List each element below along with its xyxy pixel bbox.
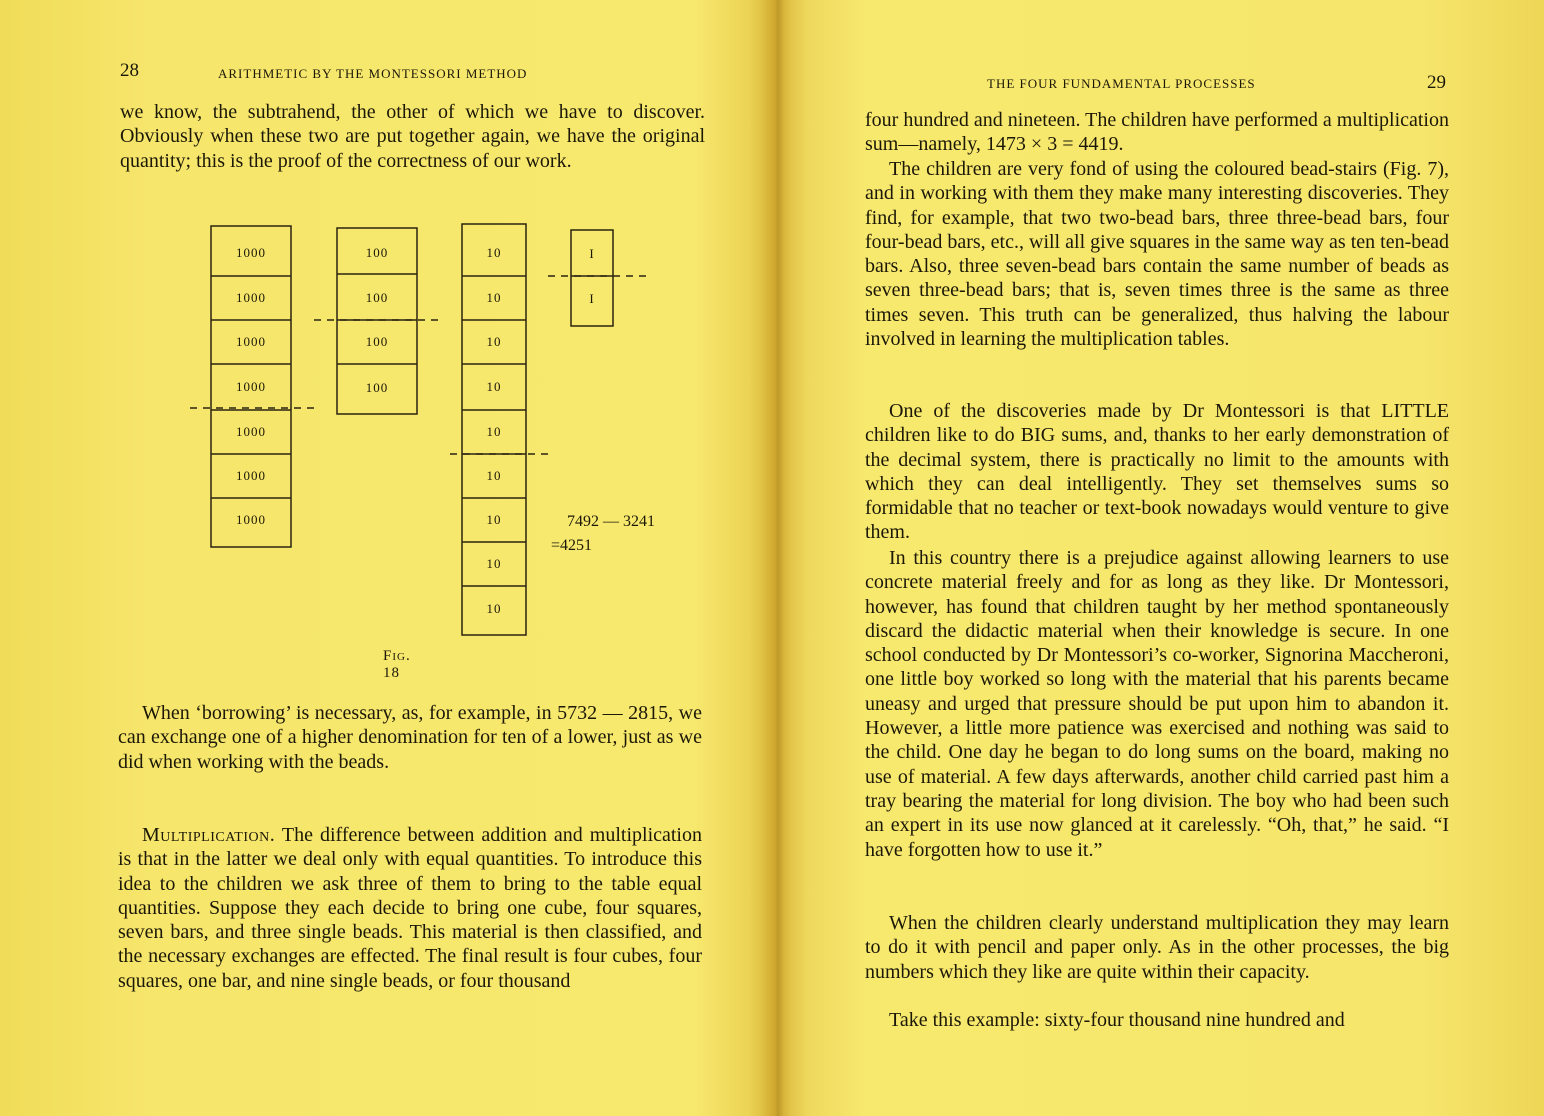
ten-bar-3: 10 [486, 334, 502, 349]
right-paragraph-4: In this country there is a prejudice against allowing learners to use concrete material freely and for as long as they like. Dr Montessori, however, has found that children taught by her method spontaneously discard the didactic material when their knowledge is secure. In one school conducted by Dr Montessori’s co-worker, Signorina Maccheroni, one little boy worked so long with the material that his parents became uneasy and urged that pressure should be put upon him to abandon it. However, a little more patience was exercised and nothing was said to the child. One day he began to do long sums on the board, making no use of material. A few days afterwards, another child carried past him a tray bearing the material for long division. The boy who had been such an expert in its use now glanced at it carelessly. “Oh, that,” he said. “I have forgotten how to use it.” [865, 547, 1449, 861]
equation-line-2: =4251 [551, 537, 593, 554]
hundred-bar-4: 100 [365, 380, 389, 395]
right-paragraph-5: When the children clearly understand multiplication they may learn to do it with pencil and paper only. As in the other processes, the big numbers which they like are quite within their capacity. [865, 912, 1449, 983]
right-page [800, 0, 1544, 1116]
equation-line-1: 7492 — 3241 [567, 513, 655, 530]
hundred-bar-3: 100 [365, 334, 389, 349]
thousand-bar-5: 1000 [236, 424, 266, 439]
ten-bar-8: 10 [486, 556, 502, 571]
right-paragraph-2: The children are very fond of using the coloured bead-stairs (Fig. 7), and in working with them they make many interesting discoveries. They find, for example, that two two-bead bars, three three-bead bars, four four-bead bars, etc., will all give squares in the same way as ten ten-bead bars. Also, three seven-bead bars contain the same number of beads as seven three-bead bars; that is, seven times three is the same as three times seven. This truth can be generalized, thus halving the labour involved in learning the multiplication tables. [865, 158, 1449, 351]
thousand-bar-4: 1000 [236, 379, 266, 394]
page-number-right: 29 [1427, 72, 1446, 93]
left-paragraph-1: we know, the subtrahend, the other of which we have to discover. Obviously when these two are put together again, we have the original quantity; this is the proof of the correctness of our work. [120, 101, 705, 172]
multiplication-body: The difference between addition and multiplication is that in the latter we deal only with equal quantities. To introduce this idea to the children we ask three of them to bring to the table equal quantities. Suppose they each decide to bring one cube, four squares, seven bars, and three single beads. This material is then classified, and the necessary exchanges are effected. The final result is four cubes, four squares, one bar, and nine single beads, or four thousand [118, 824, 702, 992]
ten-bar-9: 10 [486, 601, 502, 616]
running-head-left: ARITHMETIC BY THE MONTESSORI METHOD [218, 66, 528, 81]
ten-bar-1: 10 [486, 245, 502, 260]
hundred-bar-1: 100 [365, 245, 389, 260]
multiplication-heading: Multiplication. [142, 824, 276, 846]
page-number-left: 28 [120, 60, 139, 81]
ten-bar-5: 10 [486, 424, 502, 439]
left-paragraph-2: When ‘borrowing’ is necessary, as, for example, in 5732 — 2815, we can exchange one of a higher denomination for ten of a lower, just as we did when working with the beads. [118, 702, 702, 773]
thousand-bar-7: 1000 [236, 512, 266, 527]
ten-bar-6: 10 [486, 468, 502, 483]
figure-caption: Fig. 18 [383, 648, 411, 681]
ten-bar-7: 10 [486, 512, 502, 527]
unit-bead-1: I [589, 246, 595, 261]
unit-bead-2: I [589, 291, 595, 306]
thousand-bar-2: 1000 [236, 290, 266, 305]
thousand-bar-6: 1000 [236, 468, 266, 483]
ten-bar-4: 10 [486, 379, 502, 394]
right-paragraph-6: Take this example: sixty-four thousand nine hundred and [889, 1009, 1345, 1031]
left-page [0, 0, 770, 1116]
right-paragraph-1: four hundred and nineteen. The children have performed a multiplication sum—namely, 1473 × 3 = 4419. [865, 109, 1449, 156]
ten-bar-2: 10 [486, 290, 502, 305]
left-paragraph-3 [118, 823, 702, 993]
bead-bars-diagram [0, 0, 770, 680]
thousand-bar-3: 1000 [236, 334, 266, 349]
thousand-bar-1: 1000 [236, 245, 266, 260]
right-paragraph-3: One of the discoveries made by Dr Montessori is that LITTLE children like to do BIG sums, and, thanks to her early demonstration of the decimal system, there is practically no limit to the amounts with which they can deal intelligently. They set themselves sums so formidable that no teacher or text-book nowadays would venture to give them. [865, 400, 1449, 544]
running-head-right: THE FOUR FUNDAMENTAL PROCESSES [987, 76, 1256, 91]
hundred-bar-2: 100 [365, 290, 389, 305]
